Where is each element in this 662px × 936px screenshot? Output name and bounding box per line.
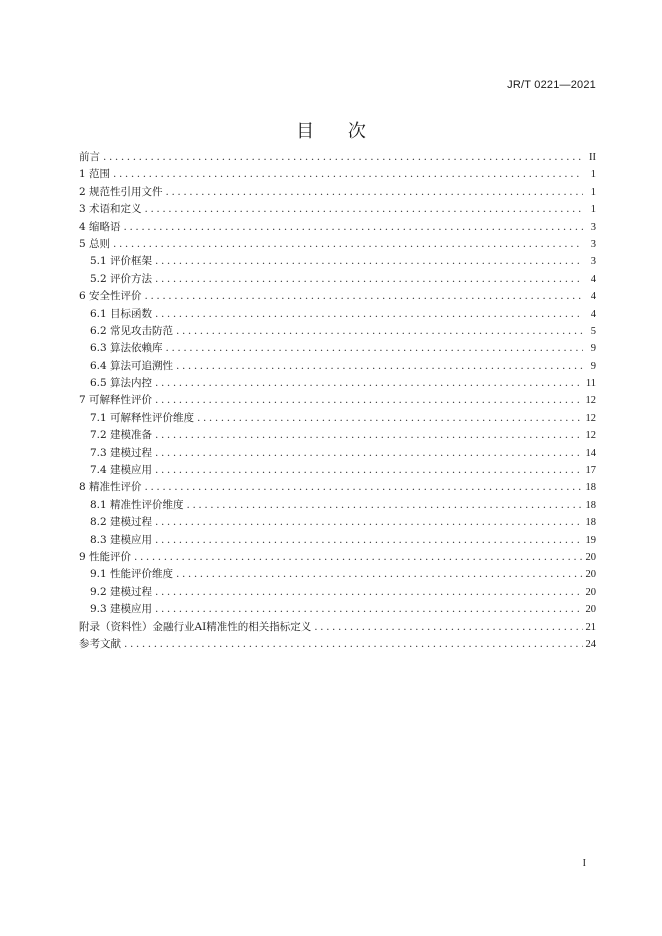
toc-entry-page: 21 (585, 621, 596, 633)
toc-entry-page: 17 (585, 465, 596, 477)
toc-entry-page: 3 (590, 256, 596, 268)
toc-entry-page: 3 (590, 238, 596, 250)
toc-dot-leader (314, 619, 582, 636)
toc-entry[interactable] (79, 636, 596, 653)
toc-entry-page: 20 (585, 586, 596, 598)
toc-entry-page: 12 (585, 412, 596, 424)
toc-entry-page: 12 (585, 395, 596, 407)
toc-entry[interactable] (79, 549, 596, 566)
toc-dot-leader (155, 392, 582, 409)
toc-dot-leader (166, 340, 583, 357)
toc-entry[interactable] (79, 219, 596, 236)
toc-entry-page: 12 (585, 430, 596, 442)
toc-entry-label: 8 精准性评价 (79, 481, 142, 494)
toc-dot-leader (155, 306, 583, 323)
toc-entry-label: 1 范围 (79, 168, 111, 181)
toc-dot-leader (155, 427, 582, 444)
toc-dot-leader (187, 497, 583, 514)
toc-entry-label: 3 术语和定义 (79, 203, 142, 216)
toc-entry-page: 20 (585, 551, 596, 563)
toc-entry[interactable] (79, 166, 596, 183)
toc-entry-label: 9 性能评价 (79, 550, 132, 563)
toc-entry[interactable] (79, 288, 596, 305)
toc-entry-label: 6.5 算法内控 (90, 377, 153, 390)
toc-entry-page: 4 (590, 308, 596, 320)
toc-entry-label: 6.2 常见攻击防范 (90, 324, 174, 337)
toc-entry-page: 18 (585, 499, 596, 511)
toc-entry-label: 5 总则 (79, 237, 111, 250)
toc-dot-leader (176, 323, 583, 340)
toc-entry-label: 7.2 建模准备 (90, 429, 153, 442)
toc-entry[interactable] (79, 306, 596, 323)
toc-dot-leader (124, 636, 583, 653)
toc-entry[interactable] (79, 566, 596, 583)
toc-entry-page: 1 (590, 169, 596, 181)
toc-entry-page: II (589, 152, 596, 163)
toc-entry-label: 2 规范性引用文件 (79, 185, 163, 198)
toc-entry-label: 8.1 精准性评价维度 (90, 498, 184, 511)
toc-entry-page: 14 (585, 447, 596, 459)
toc-dot-leader (145, 288, 583, 305)
toc-dot-leader (145, 201, 583, 218)
toc-entry-label: 7.4 建模应用 (90, 464, 153, 477)
toc-dot-leader (155, 462, 582, 479)
toc-entry-page: 1 (590, 186, 596, 198)
toc-dot-leader (155, 375, 583, 392)
toc-entry[interactable] (79, 149, 596, 166)
document-code: JR/T 0221—2021 (507, 79, 596, 91)
toc-entry-label: 9.1 性能评价维度 (90, 568, 174, 581)
toc-entry-label: 7.1 可解释性评价维度 (90, 411, 195, 424)
toc-entry-page: 4 (590, 273, 596, 285)
toc-entry-page: 20 (585, 569, 596, 581)
toc-entry-page: 24 (585, 638, 596, 650)
toc-entry[interactable] (79, 601, 596, 618)
toc-dot-leader (155, 445, 582, 462)
toc-entry-label: 参考文献 (79, 637, 121, 650)
toc-entry-label: 7 可解释性评价 (79, 394, 153, 407)
toc-entry[interactable] (79, 427, 596, 444)
toc-dot-leader (124, 219, 583, 236)
toc-entry-page: 5 (590, 325, 596, 337)
toc-entry-label: 6 安全性评价 (79, 290, 142, 303)
toc-entry[interactable] (79, 323, 596, 340)
toc-entry[interactable] (79, 462, 596, 479)
toc-entry[interactable] (79, 497, 596, 514)
toc-dot-leader (155, 271, 583, 288)
toc-entry[interactable] (79, 392, 596, 409)
toc-dot-leader (155, 601, 582, 618)
toc-entry[interactable] (79, 184, 596, 201)
toc-entry-page: 18 (585, 517, 596, 529)
toc-entry[interactable] (79, 340, 596, 357)
toc-entry-label: 附录（资料性）金融行业AI精准性的相关指标定义 (79, 620, 312, 633)
page-number: I (582, 858, 586, 869)
toc-dot-leader (197, 410, 582, 427)
toc-entry[interactable] (79, 201, 596, 218)
toc-dot-leader (103, 149, 583, 166)
toc-entry[interactable] (79, 514, 596, 531)
toc-dot-leader (113, 166, 583, 183)
toc-dot-leader (155, 584, 582, 601)
toc-entry-label: 5.2 评价方法 (90, 272, 153, 285)
toc-dot-leader (166, 184, 583, 201)
toc-entry[interactable] (79, 375, 596, 392)
toc-entry-label: 9.3 建模应用 (90, 603, 153, 616)
toc-entry-page: 9 (590, 360, 596, 372)
toc-entry[interactable] (79, 410, 596, 427)
toc-entry[interactable] (79, 532, 596, 549)
toc-entry-label: 前言 (79, 151, 100, 163)
toc-entry[interactable] (79, 445, 596, 462)
toc-dot-leader (155, 253, 583, 270)
toc-entry-page: 11 (585, 378, 596, 390)
toc-dot-leader (176, 358, 583, 375)
toc-entry-page: 3 (590, 221, 596, 233)
toc-entry-page: 20 (585, 604, 596, 616)
toc-entry-label: 4 缩略语 (79, 220, 121, 233)
table-of-contents (79, 149, 596, 653)
toc-entry[interactable] (79, 479, 596, 496)
toc-entry-label: 9.2 建模过程 (90, 585, 153, 598)
toc-entry-page: 4 (590, 291, 596, 303)
toc-dot-leader (155, 532, 582, 549)
toc-dot-leader (145, 479, 583, 496)
toc-entry-page: 19 (585, 534, 596, 546)
toc-entry[interactable] (79, 619, 596, 636)
toc-entry-label: 8.2 建模过程 (90, 516, 153, 529)
toc-entry[interactable] (79, 271, 596, 288)
toc-title: 目 次 (296, 121, 380, 142)
toc-entry[interactable] (79, 236, 596, 253)
toc-entry-label: 6.4 算法可追溯性 (90, 359, 174, 372)
toc-dot-leader (155, 514, 582, 531)
toc-entry-page: 18 (585, 482, 596, 494)
toc-entry-label: 6.3 算法依赖库 (90, 342, 163, 355)
toc-entry-label: 6.1 目标函数 (90, 307, 153, 320)
toc-entry-page: 1 (590, 204, 596, 216)
toc-entry[interactable] (79, 253, 596, 270)
toc-entry[interactable] (79, 584, 596, 601)
toc-entry-label: 8.3 建模应用 (90, 533, 153, 546)
toc-entry[interactable] (79, 358, 596, 375)
toc-dot-leader (176, 566, 582, 583)
toc-entry-label: 5.1 评价框架 (90, 255, 153, 268)
toc-entry-page: 9 (590, 343, 596, 355)
toc-entry-label: 7.3 建模过程 (90, 446, 153, 459)
toc-dot-leader (134, 549, 582, 566)
toc-dot-leader (113, 236, 583, 253)
